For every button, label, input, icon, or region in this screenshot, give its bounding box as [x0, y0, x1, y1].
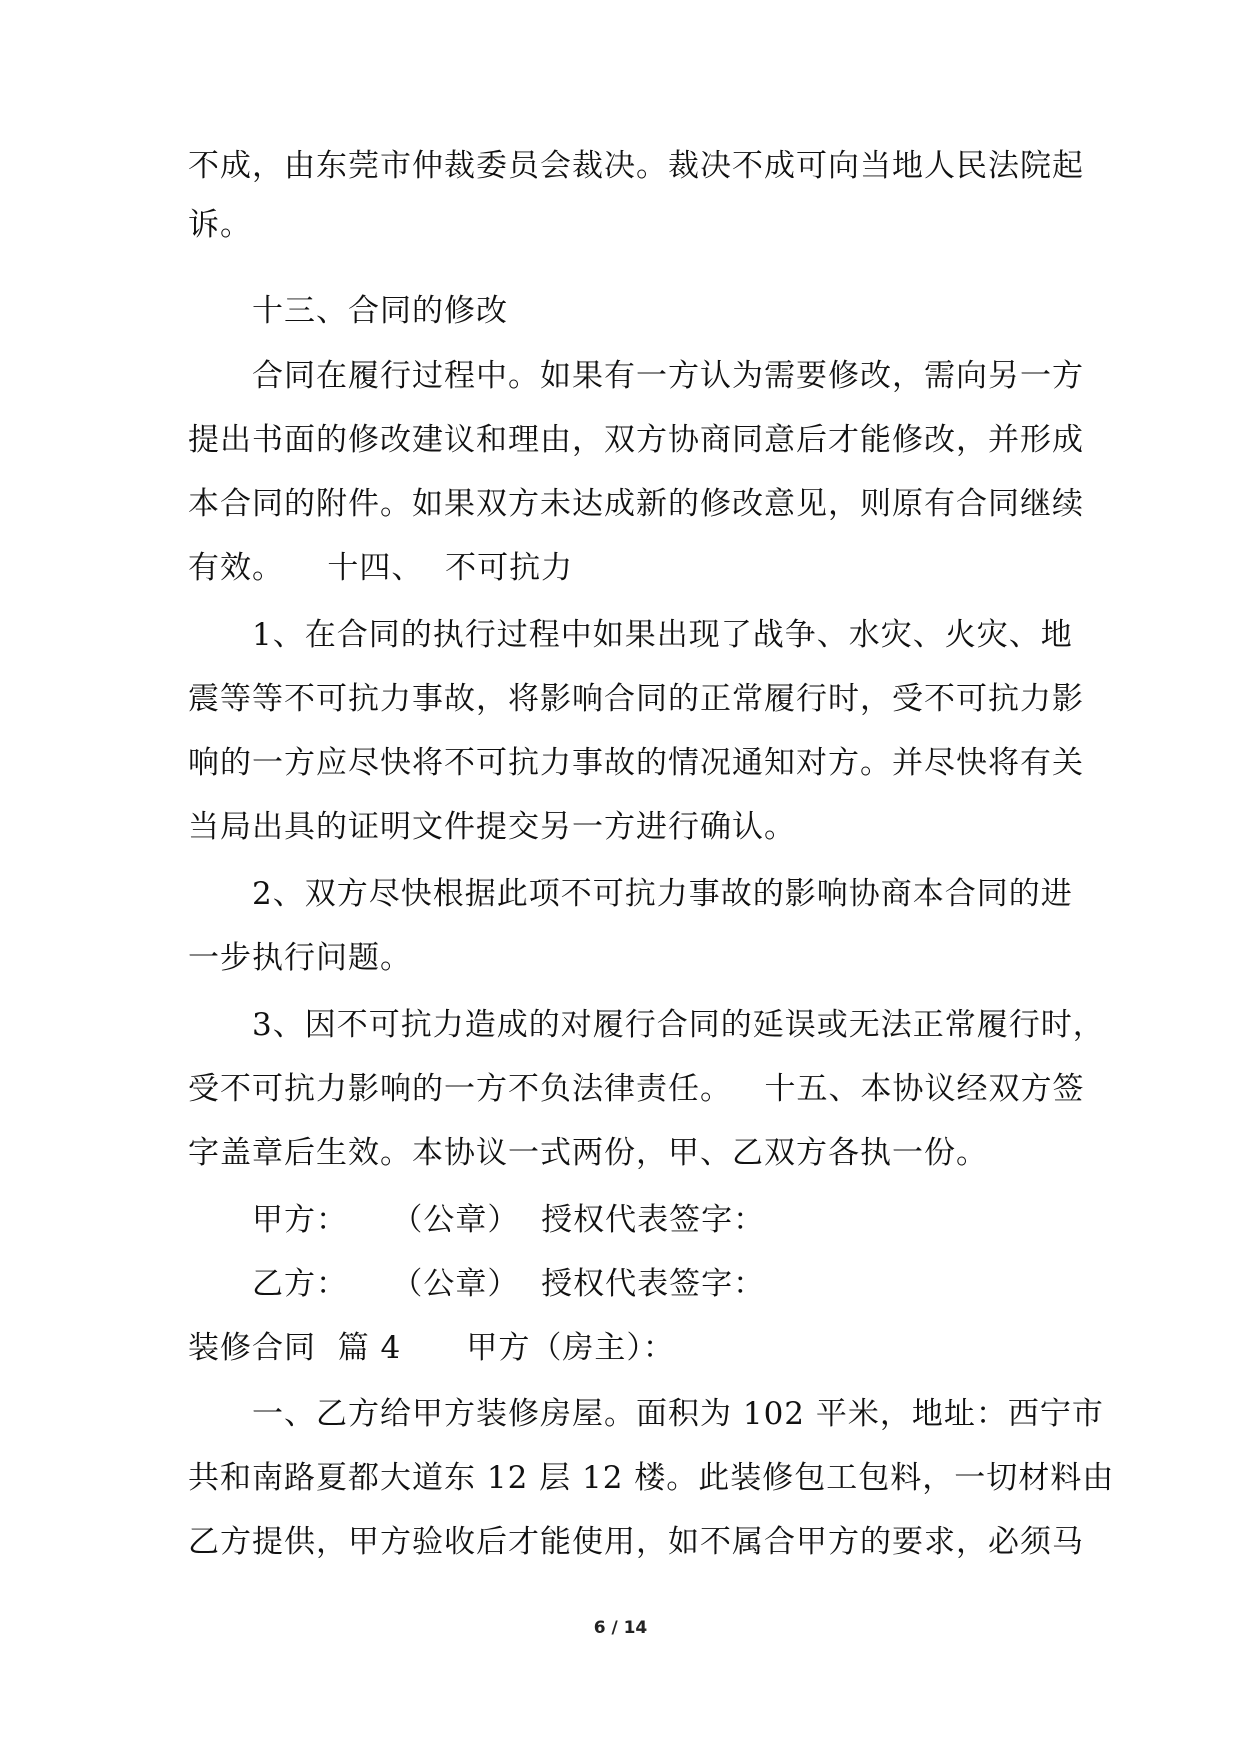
signature-line-party-a: 甲方： （公章） 授权代表签字： — [252, 1202, 766, 1238]
text-line: 受不可抗力影响的一方不负法律责任。 十五、本协议经双方签 — [188, 1071, 1085, 1107]
text-line: 字盖章后生效。本协议一式两份，甲、乙双方各执一份。 — [188, 1135, 988, 1171]
text-line: 有效。 十四、 不可抗力 — [188, 550, 574, 586]
text-line: 乙方提供，甲方验收后才能使用，如不属合甲方的要求，必须马 — [188, 1524, 1084, 1560]
contract-heading: 装修合同 篇 4 甲方（房主）： — [188, 1330, 675, 1366]
text-line: 当局出具的证明文件提交另一方进行确认。 — [188, 809, 796, 845]
text-line: 一步执行问题。 — [188, 940, 412, 976]
text-line: 提出书面的修改建议和理由，双方协商同意后才能修改，并形成 — [188, 422, 1084, 458]
text-line: 震等等不可抗力事故，将影响合同的正常履行时，受不可抗力影 — [188, 681, 1084, 717]
text-line: 合同在履行过程中。如果有一方认为需要修改，需向另一方 — [252, 358, 1084, 394]
page-number: 6 / 14 — [593, 1618, 648, 1638]
signature-line-party-b: 乙方： （公章） 授权代表签字： — [252, 1266, 766, 1302]
text-line: 1、在合同的执行过程中如果出现了战争、水灾、火灾、地 — [252, 617, 1073, 653]
text-line: 3、因不可抗力造成的对履行合同的延误或无法正常履行时， — [252, 1007, 1105, 1043]
section-heading: 十三、合同的修改 — [252, 293, 508, 329]
text-line: 一、乙方给甲方装修房屋。面积为 102 平米，地址：西宁市 — [252, 1396, 1104, 1432]
text-line: 响的一方应尽快将不可抗力事故的情况通知对方。并尽快将有关 — [188, 745, 1084, 781]
text-line: 不成，由东莞市仲裁委员会裁决。裁决不成可向当地人民法院起 — [188, 148, 1084, 184]
text-line: 2、双方尽快根据此项不可抗力事故的影响协商本合同的进 — [252, 876, 1073, 912]
text-line: 诉。 — [188, 207, 252, 243]
text-line: 共和南路夏都大道东 12 层 12 楼。此装修包工包料，一切材料由 — [188, 1460, 1115, 1496]
text-line: 本合同的附件。如果双方未达成新的修改意见，则原有合同继续 — [188, 486, 1084, 522]
